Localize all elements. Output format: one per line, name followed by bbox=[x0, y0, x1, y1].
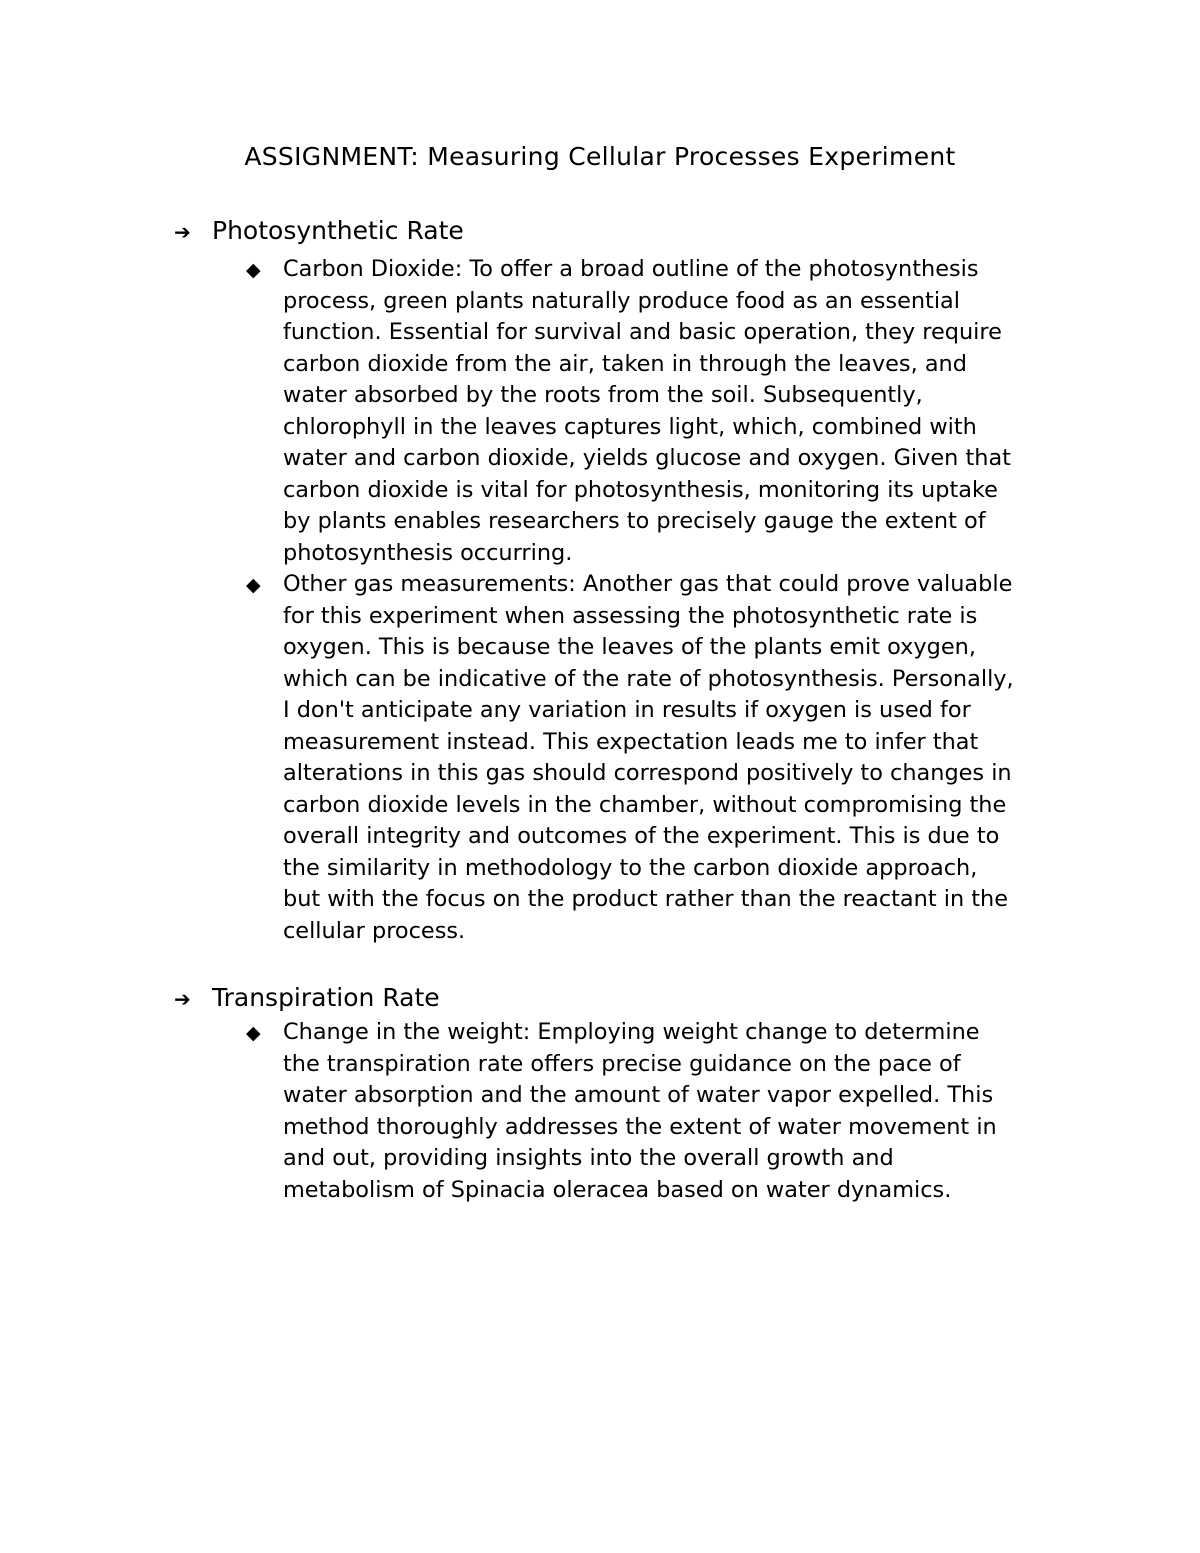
paragraph-line: water and carbon dioxide, yields glucose and oxygen. Given that bbox=[283, 445, 1011, 471]
paragraph-line: water absorbed by the roots from the soil. Subsequently, bbox=[283, 382, 923, 408]
paragraph-line: and out, providing insights into the overall growth and bbox=[283, 1145, 894, 1171]
paragraph-line: overall integrity and outcomes of the experiment. This is due to bbox=[283, 823, 1000, 849]
paragraph-line: chlorophyll in the leaves captures light, which, combined with bbox=[283, 413, 977, 440]
paragraph-line: which can be indicative of the rate of photosynthesis. Personally, bbox=[283, 665, 1014, 692]
paragraph-line: carbon dioxide from the air, taken in through the leaves, and bbox=[283, 350, 967, 377]
paragraph-line: Carbon Dioxide: To offer a broad outline of the photosynthesis bbox=[283, 256, 979, 282]
paragraph-line: for this experiment when assessing the photosynthetic rate is bbox=[283, 602, 978, 629]
paragraph-line: carbon dioxide levels in the chamber, without compromising the bbox=[283, 791, 1007, 818]
paragraph-line: the transpiration rate offers precise guidance on the pace of bbox=[283, 1050, 961, 1077]
paragraph-line: carbon dioxide is vital for photosynthesis, monitoring its uptake bbox=[283, 476, 998, 503]
diamond-bullet-icon: ◆ bbox=[246, 574, 261, 596]
section-heading-transpiration-rate bbox=[174, 981, 1074, 1016]
paragraph-line: metabolism of Spinacia oleracea based on water dynamics. bbox=[283, 1176, 952, 1203]
paragraph-line: the similarity in methodology to the carbon dioxide approach, bbox=[283, 854, 978, 881]
bullet-paragraph bbox=[283, 569, 1073, 947]
arrow-bullet-icon: ➔ bbox=[174, 220, 191, 244]
paragraph-line: function. Essential for survival and basic operation, they require bbox=[283, 319, 1002, 345]
paragraph-line: I don't anticipate any variation in results if oxygen is used for bbox=[283, 697, 971, 723]
paragraph-line: Other gas measurements: Another gas that could prove valuable bbox=[283, 571, 1013, 597]
diamond-bullet-icon: ◆ bbox=[246, 259, 261, 281]
bullet-paragraph bbox=[283, 1017, 1073, 1206]
paragraph-line: photosynthesis occurring. bbox=[283, 539, 573, 566]
paragraph-line: but with the focus on the product rather than the reactant in the bbox=[283, 886, 1008, 912]
paragraph-line: by plants enables researchers to precisely gauge the extent of bbox=[283, 508, 986, 534]
paragraph-line: Change in the weight: Employing weight change to determine bbox=[283, 1019, 980, 1045]
section-heading-label: Photosynthetic Rate bbox=[212, 216, 464, 245]
section-heading-photosynthetic-rate bbox=[174, 214, 1074, 249]
section-heading-label: Transpiration Rate bbox=[212, 983, 440, 1012]
paragraph-line: water absorption and the amount of water vapor expelled. This bbox=[283, 1082, 994, 1108]
paragraph-line: measurement instead. This expectation leads me to infer that bbox=[283, 728, 979, 755]
paragraph-line: cellular process. bbox=[283, 917, 466, 944]
page-title: ASSIGNMENT: Measuring Cellular Processes Experiment bbox=[244, 142, 956, 171]
paragraph-line: method thoroughly addresses the extent of water movement in bbox=[283, 1113, 997, 1140]
diamond-bullet-icon: ◆ bbox=[246, 1022, 261, 1044]
arrow-bullet-icon: ➔ bbox=[174, 987, 191, 1011]
bullet-paragraph bbox=[283, 254, 1073, 569]
paragraph-line: oxygen. This is because the leaves of the plants emit oxygen, bbox=[283, 634, 976, 660]
paragraph-line: alterations in this gas should correspond positively to changes in bbox=[283, 760, 1012, 786]
paragraph-line: process, green plants naturally produce food as an essential bbox=[283, 287, 960, 314]
